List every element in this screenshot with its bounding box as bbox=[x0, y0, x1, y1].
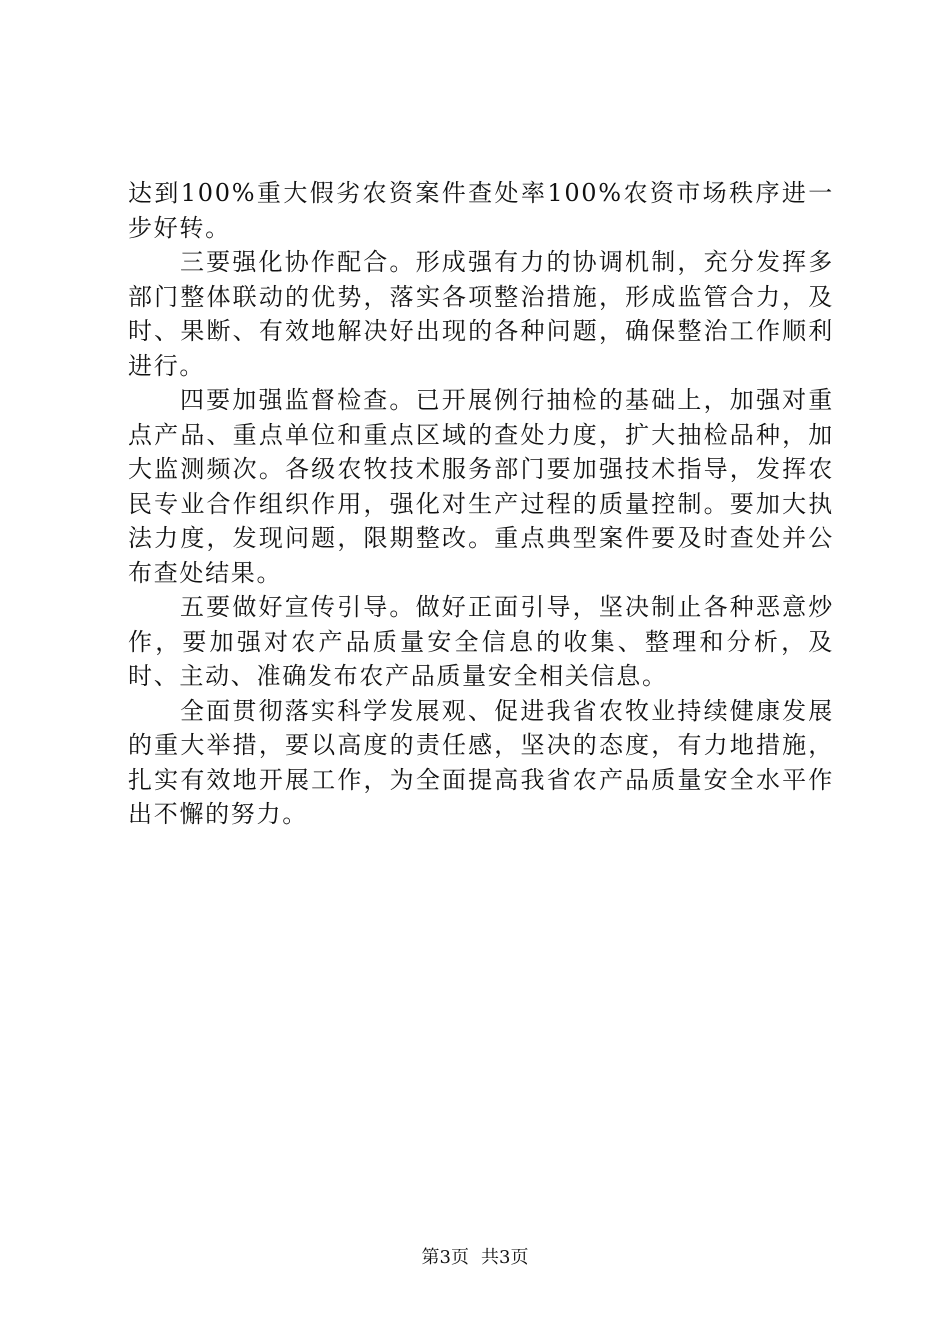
page-footer bbox=[0, 1246, 950, 1270]
paragraph-conclusion: 全面贯彻落实科学发展观、促进我省农牧业持续健康发展的重大举措，要以高度的责任感，坚决的态度，有力地措施，扎实有效地开展工作，为全面提高我省农产品质量安全水平作出不懈的努力。 bbox=[128, 696, 834, 828]
page-number: 第3页 bbox=[421, 1247, 469, 1268]
paragraph-supervision: 四要加强监督检查。已开展例行抽检的基础上，加强对重点产品、重点单位和重点区域的查处力度，扩大抽检品种，加大监测频次。各级农牧技术服务部门要加强技术指导，发挥农民专业合作组织作用，强化对生产过程的质量控制。要加大执法力度，发现问题，限期整改。重点典型案件要及时查处并公布查处结果。 bbox=[128, 386, 834, 587]
document-body bbox=[128, 176, 834, 832]
page-total: 共3页 bbox=[481, 1247, 529, 1268]
paragraph-publicity: 五要做好宣传引导。做好正面引导，坚决制止各种恶意炒作，要加强对农产品质量安全信息的收集、整理和分析，及时、主动、准确发布农产品质量安全相关信息。 bbox=[128, 593, 834, 690]
paragraph-cooperation: 三要强化协作配合。形成强有力的协调机制，充分发挥多部门整体联动的优势，落实各项整治措施，形成监管合力，及时、果断、有效地解决好出现的各种问题，确保整治工作顺利进行。 bbox=[128, 248, 834, 380]
paragraph-continuation: 达到100%重大假劣农资案件查处率100%农资市场秩序进一步好转。 bbox=[128, 179, 834, 242]
